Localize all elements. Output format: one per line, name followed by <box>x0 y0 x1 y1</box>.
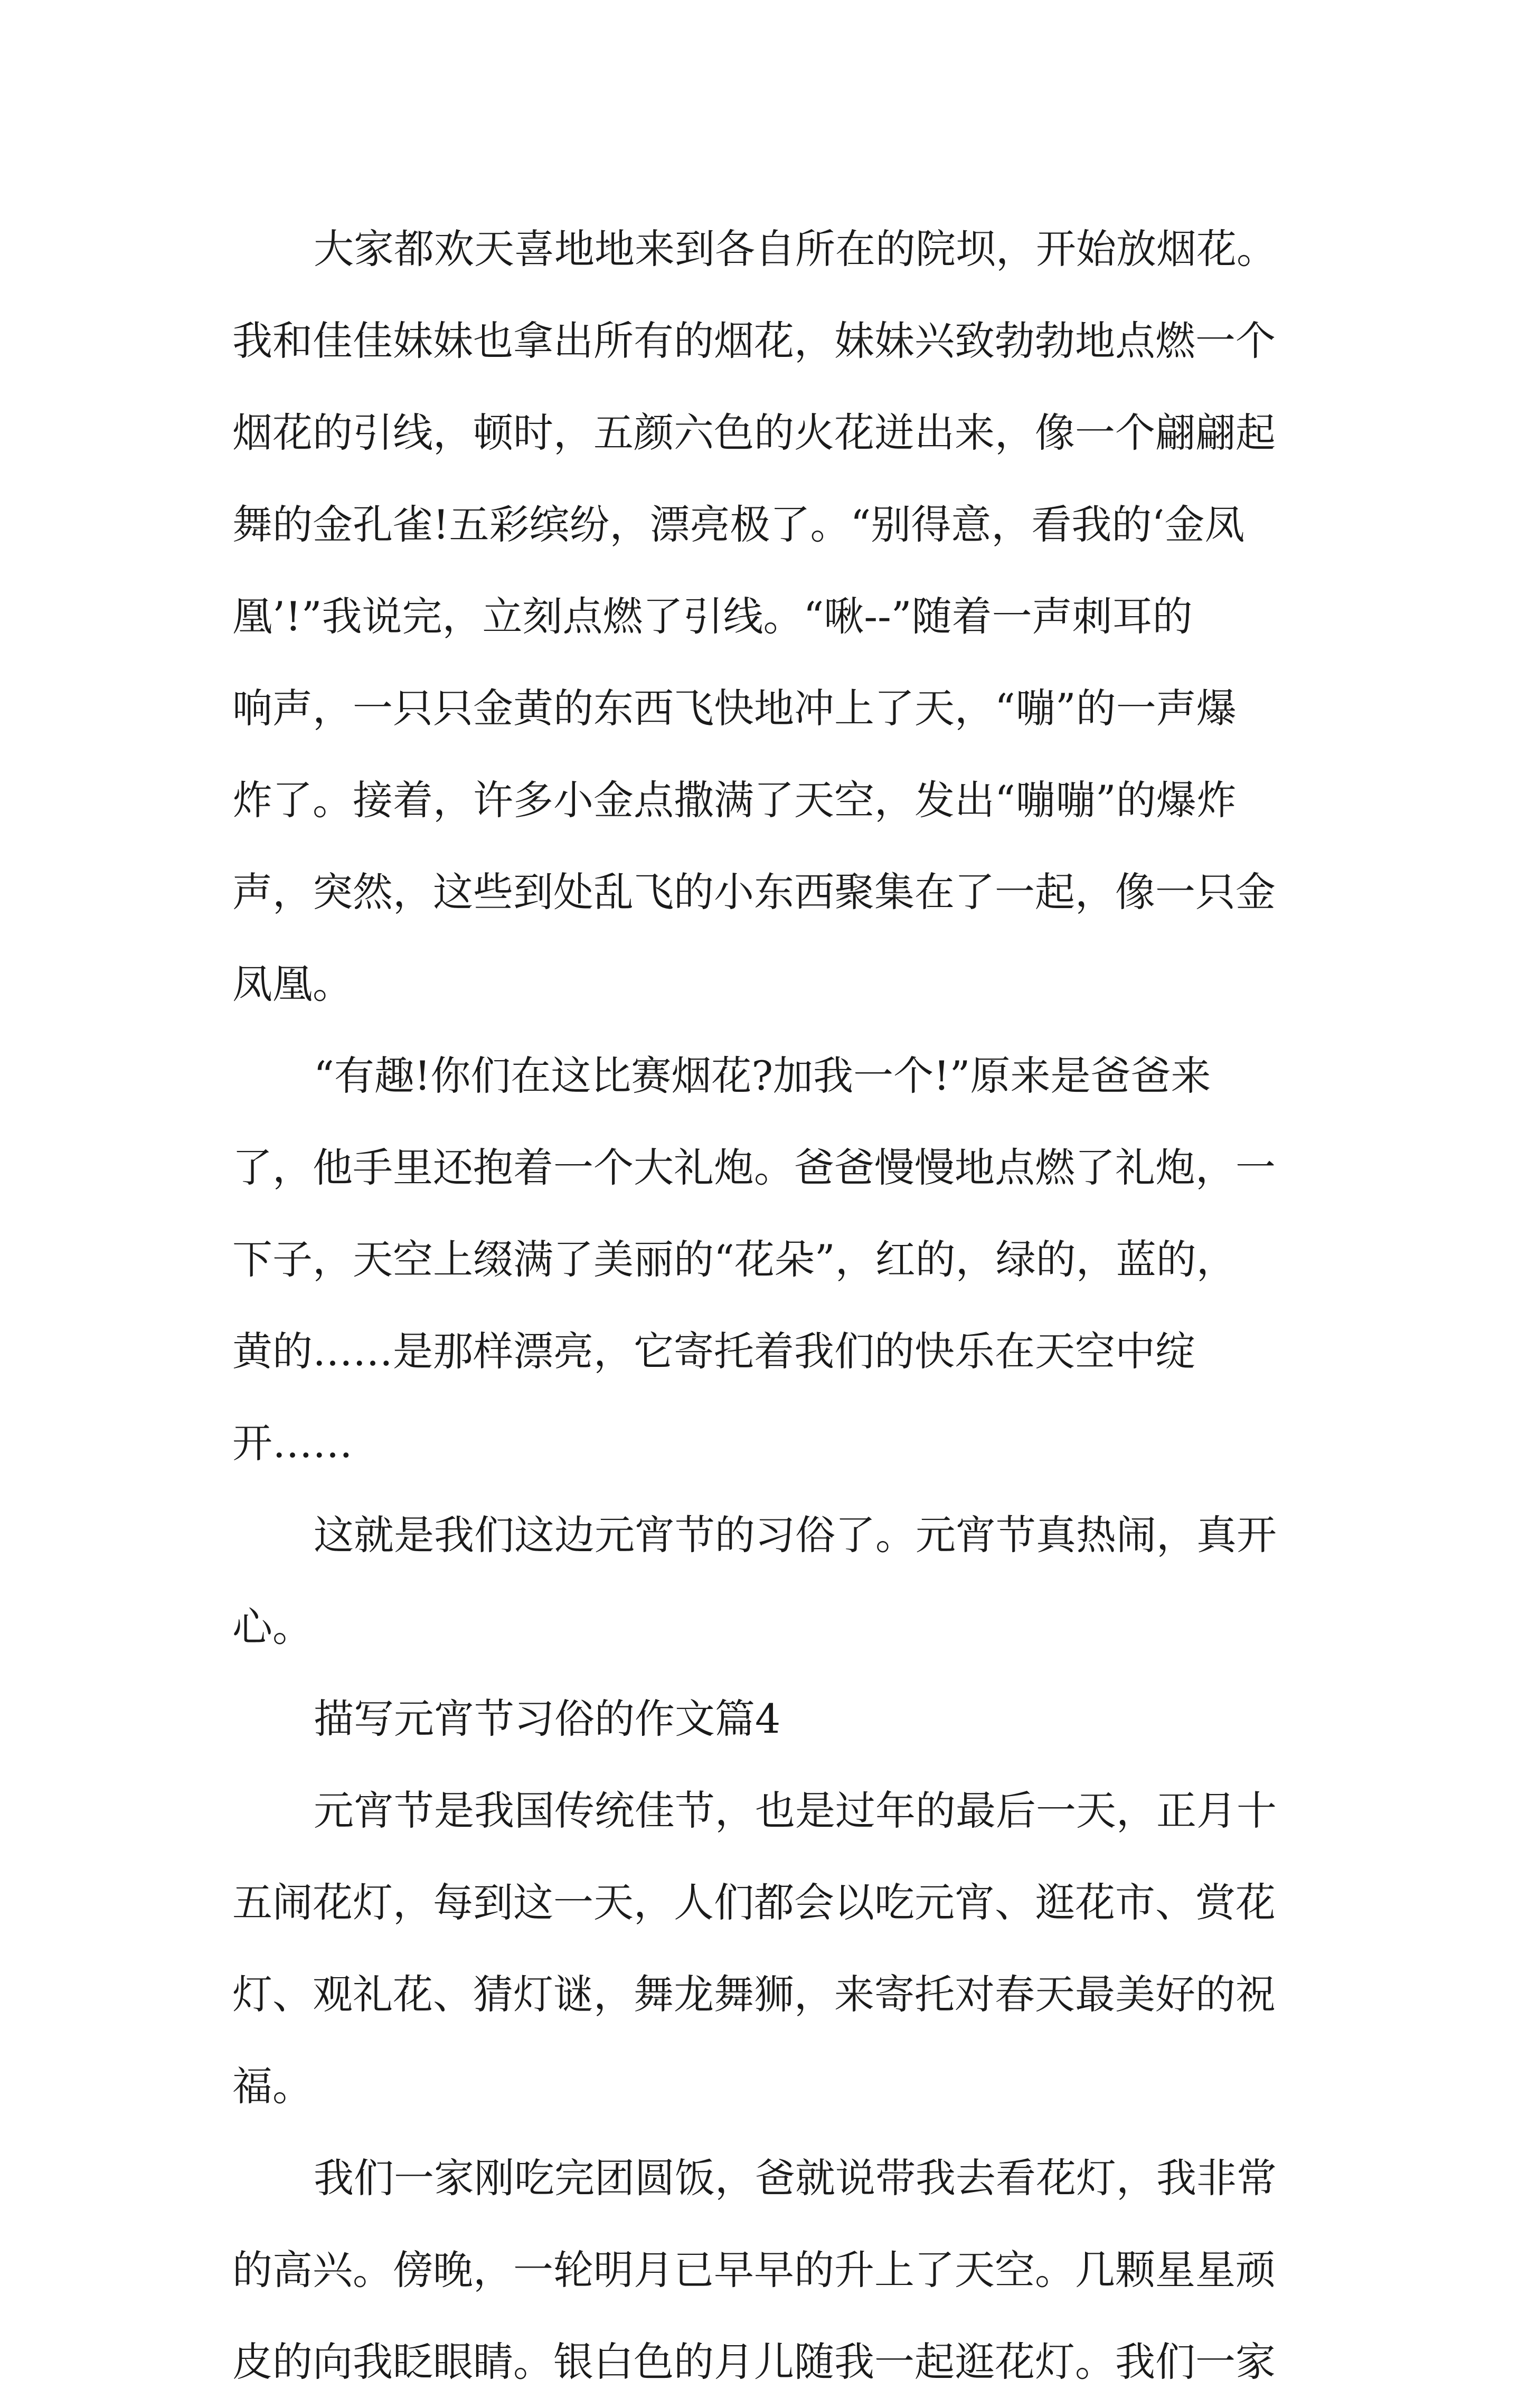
text-line-23: 的高兴。傍晚，一轮明月已早早的升上了天空。几颗星星顽 <box>232 2246 1276 2293</box>
text-line-16: 心。 <box>232 1603 313 1650</box>
text-line-10: “有趣!你们在这比赛烟花?加我一个!”原来是爸爸来 <box>314 1052 1211 1099</box>
text-line-12: 下子，天空上缀满了美丽的“花朵”，红的，绿的，蓝的， <box>232 1236 1237 1283</box>
text-line-6: 响声，一只只金黄的东西飞快地冲上了天，“嘣”的一声爆 <box>232 685 1237 732</box>
text-line-24: 皮的向我眨眼睛。银白色的月儿随我一起逛花灯。我们一家 <box>232 2338 1276 2385</box>
text-line-11: 了，他手里还抱着一个大礼炮。爸爸慢慢地点燃了礼炮，一 <box>232 1144 1276 1191</box>
text-line-15: 这就是我们这边元宵节的习俗了。元宵节真热闹，真开 <box>314 1512 1277 1559</box>
text-line-14: 开…… <box>232 1420 353 1467</box>
text-line-4: 舞的金孔雀!五彩缤纷，漂亮极了。“别得意，看我的‘金凤 <box>232 501 1245 548</box>
text-line-7: 炸了。接着，许多小金点撒满了天空，发出“嘣嘣”的爆炸 <box>232 777 1237 824</box>
text-line-5: 凰’!”我说完，立刻点燃了引线。“啾--”随着一声刺耳的 <box>232 593 1193 640</box>
text-line-1: 大家都欢天喜地地来到各自所在的院坝，开始放烟花。 <box>314 225 1277 272</box>
text-line-18: 元宵节是我国传统佳节，也是过年的最后一天，正月十 <box>314 1787 1277 1834</box>
text-line-9: 凤凰。 <box>232 960 353 1007</box>
text-line-21: 福。 <box>232 2063 313 2110</box>
text-line-20: 灯、观礼花、猜灯谜，舞龙舞狮，来寄托对春天最美好的祝 <box>232 1971 1276 2018</box>
text-line-13: 黄的……是那样漂亮，它寄托着我们的快乐在天空中绽 <box>232 1328 1195 1375</box>
text-line-3: 烟花的引线，顿时，五颜六色的火花迸出来，像一个翩翩起 <box>232 409 1276 456</box>
text-line-8: 声，突然，这些到处乱飞的小东西聚集在了一起，像一只金 <box>232 868 1276 915</box>
section-heading: 描写元宵节习俗的作文篇4 <box>314 1695 781 1742</box>
text-line-2: 我和佳佳妹妹也拿出所有的烟花，妹妹兴致勃勃地点燃一个 <box>232 317 1276 364</box>
text-line-22: 我们一家刚吃完团圆饭，爸就说带我去看花灯，我非常 <box>314 2155 1277 2202</box>
document-body <box>232 203 1315 2408</box>
text-line-19: 五闹花灯，每到这一天，人们都会以吃元宵、逛花市、赏花 <box>232 1879 1276 1926</box>
